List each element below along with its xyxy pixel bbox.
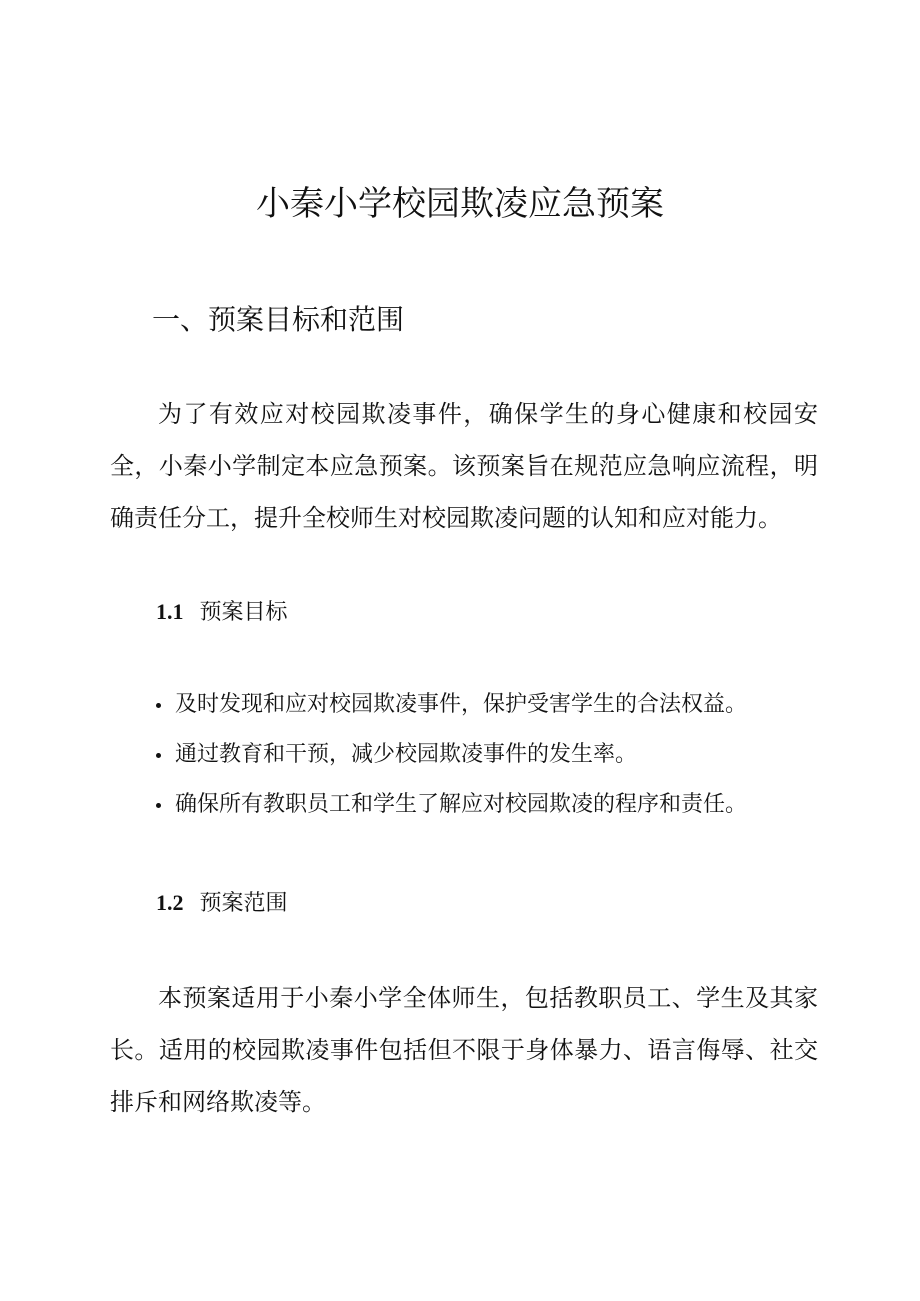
subsection-heading-1-1 — [156, 592, 288, 633]
list-item-text: 及时发现和应对校园欺凌事件，保护受害学生的合法权益。 — [175, 692, 748, 717]
section-heading-1: 一、预案目标和范围 — [152, 303, 405, 336]
subsection-title: 预案目标 — [199, 600, 288, 625]
subsection-heading-1-2 — [156, 883, 288, 924]
scope-paragraph: 本预案适用于小秦小学全体师生，包括教职员工、学生及其家长。适用的校园欺凌事件包括但不限于身体暴力、语言侮辱、社交排斥和网络欺凌等。 — [110, 984, 818, 1116]
list-item — [156, 780, 747, 830]
subsection-number: 1.2 — [156, 890, 184, 915]
goals-list — [156, 680, 747, 830]
bullet-icon — [156, 803, 161, 808]
list-item — [156, 730, 747, 780]
bullet-icon — [156, 753, 161, 758]
subsection-number: 1.1 — [156, 599, 184, 624]
list-item — [156, 680, 747, 730]
document-title: 小秦小学校园欺凌应急预案 — [256, 184, 664, 224]
list-item-text: 通过教育和干预，减少校园欺凌事件的发生率。 — [175, 742, 638, 767]
bullet-icon — [156, 703, 161, 708]
intro-paragraph: 为了有效应对校园欺凌事件，确保学生的身心健康和校园安全，小秦小学制定本应急预案。该预案旨在规范应急响应流程，明确责任分工，提升全校师生对校园欺凌问题的认知和应对能力。 — [110, 400, 818, 532]
list-item-text: 确保所有教职员工和学生了解应对校园欺凌的程序和责任。 — [175, 792, 748, 817]
subsection-title: 预案范围 — [199, 891, 288, 916]
